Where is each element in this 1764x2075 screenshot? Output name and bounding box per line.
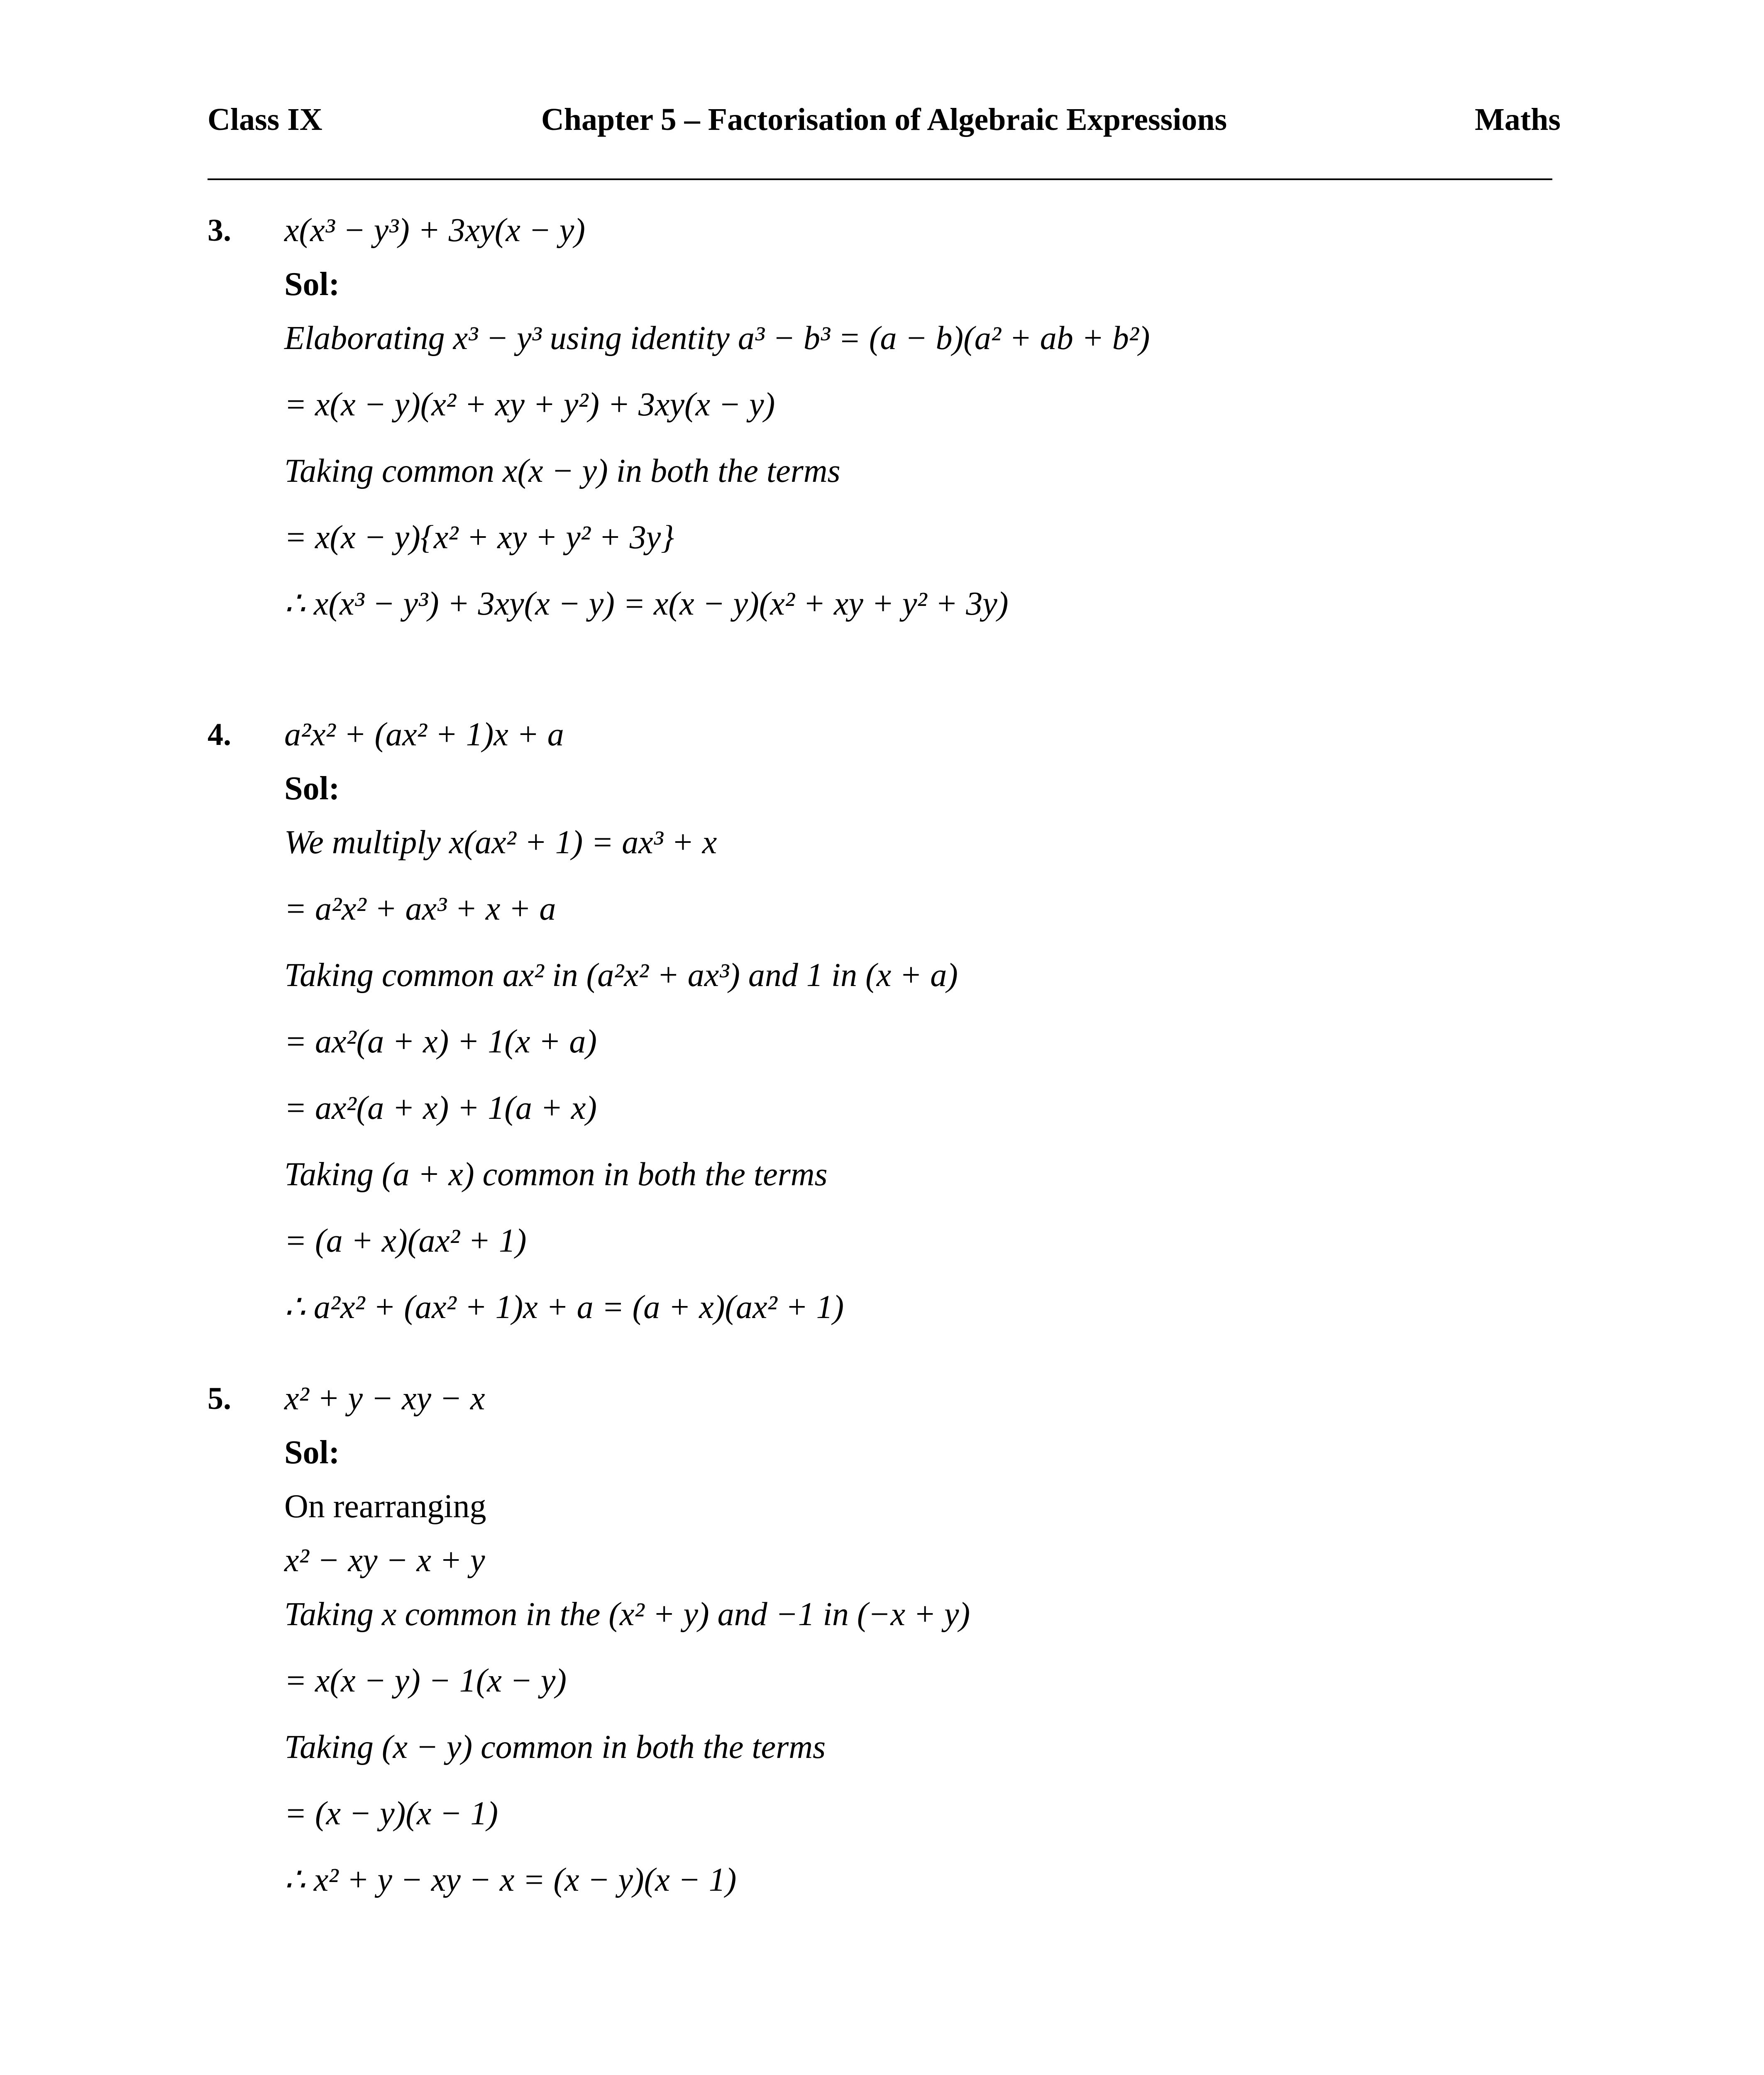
- solution-step: Taking (a + x) common in both the terms: [284, 1156, 828, 1193]
- solution-step: Taking common ax² in (a²x² + ax³) and 1 in (x + a): [284, 957, 958, 994]
- solution-result: ∴ a²x² + (ax² + 1)x + a = (a + x)(ax² + 1): [284, 1289, 844, 1326]
- solution-step: = (x − y)(x − 1): [284, 1795, 498, 1832]
- problem-number: 4.: [208, 717, 231, 752]
- solution-step: = x(x − y)(x² + xy + y²) + 3xy(x − y): [284, 386, 775, 423]
- problem-lines: [284, 714, 1571, 1353]
- solution-step: On rearranging: [284, 1488, 486, 1525]
- solution-label: Sol:: [284, 266, 340, 303]
- problem-expression: x(x³ − y³) + 3xy(x − y): [284, 212, 586, 249]
- problem-expression: x² + y − xy − x: [284, 1380, 485, 1417]
- class-label: Class IX: [208, 102, 323, 137]
- solution-step: Elaborating x³ − y³ using identity a³ − b³ = (a − b)(a² + ab + b²): [284, 320, 1150, 356]
- header-divider: [208, 178, 1552, 180]
- solution-step: = (a + x)(ax² + 1): [284, 1223, 527, 1259]
- subject-label: Maths: [1475, 102, 1561, 137]
- solution-result: ∴ x(x³ − y³) + 3xy(x − y) = x(x − y)(x² + xy + y² + 3y): [284, 586, 1009, 622]
- solution-step: Taking common x(x − y) in both the terms: [284, 453, 840, 489]
- problem-lines: [284, 1378, 1571, 1926]
- solution-step: = ax²(a + x) + 1(a + x): [284, 1090, 597, 1126]
- solution-step: = x(x − y){x² + xy + y² + 3y}: [284, 519, 674, 556]
- chapter-title: Chapter 5 – Factorisation of Algebraic Expressions: [541, 102, 1227, 137]
- solution-step: = ax²(a + x) + 1(x + a): [284, 1023, 597, 1060]
- solution-step: Taking (x − y) common in both the terms: [284, 1729, 826, 1765]
- solution-step: We multiply x(ax² + 1) = ax³ + x: [284, 824, 717, 861]
- problem-expression: a²x² + (ax² + 1)x + a: [284, 716, 564, 753]
- page-header: [208, 102, 1561, 143]
- solution-step: = a²x² + ax³ + x + a: [284, 891, 556, 927]
- solution-result: ∴ x² + y − xy − x = (x − y)(x − 1): [284, 1862, 737, 1898]
- problem-number: 5.: [208, 1381, 231, 1416]
- problem-lines: [284, 210, 1571, 649]
- solution-step: Taking x common in the (x² + y) and −1 in (−x + y): [284, 1596, 970, 1633]
- solution-label: Sol:: [284, 1434, 340, 1471]
- solution-step: = x(x − y) − 1(x − y): [284, 1662, 567, 1699]
- solution-label: Sol:: [284, 770, 340, 807]
- solution-step: x² − xy − x + y: [284, 1542, 485, 1579]
- problem-number: 3.: [208, 213, 231, 248]
